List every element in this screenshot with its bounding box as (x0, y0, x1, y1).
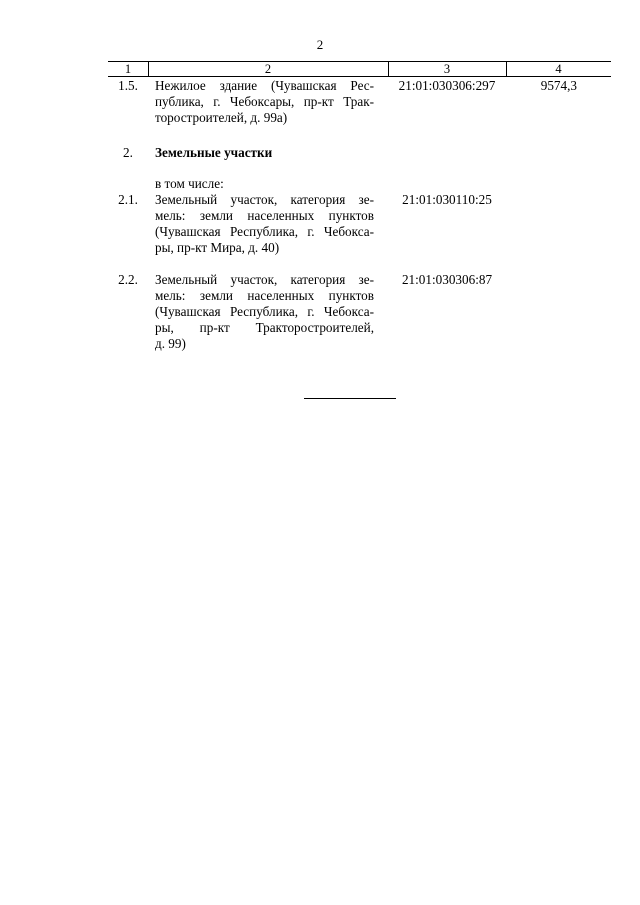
description-line: ры, пр-кт Тракторостроителей, (155, 320, 374, 335)
row-description (155, 192, 374, 256)
description-line: мель: земли населенных пунктов (155, 288, 374, 303)
cadastral-number: 21:01:030110:25 (402, 192, 492, 207)
section-title: Земельные участки (155, 145, 273, 160)
row-number: 2.2. (118, 272, 138, 287)
description-line: Нежилое здание (Чувашская Рес- (155, 78, 374, 93)
cadastral-number: 21:01:030306:297 (398, 78, 496, 93)
description-line: ры, пр-кт Мира, д. 40) (155, 240, 280, 255)
row-description (155, 78, 374, 126)
header-col-4: 4 (555, 62, 562, 76)
header-col-1: 1 (124, 62, 132, 76)
subsection-label: в том числе: (155, 176, 224, 191)
description-line: д. 99) (155, 336, 186, 351)
row-number: 2.1. (118, 192, 138, 207)
area-value: 9574,3 (540, 78, 577, 93)
description-line: Земельный участок, категория зе- (155, 272, 374, 287)
header-col-3: 3 (443, 62, 451, 76)
row-number: 1.5. (118, 78, 138, 93)
description-line: (Чувашская Республика, г. Чебокса- (155, 304, 374, 319)
page-number: 2 (316, 37, 324, 52)
row-description (155, 272, 374, 352)
description-line: (Чувашская Республика, г. Чебокса- (155, 224, 374, 239)
description-line: торостроителей, д. 99а) (155, 110, 288, 125)
end-divider (304, 398, 396, 399)
section-number: 2. (123, 145, 133, 160)
description-line: Земельный участок, категория зе- (155, 192, 374, 207)
description-line: публика, г. Чебоксары, пр-кт Трак- (155, 94, 374, 109)
cadastral-number: 21:01:030306:87 (401, 272, 493, 287)
description-line: мель: земли населенных пунктов (155, 208, 374, 223)
header-col-2: 2 (264, 62, 272, 76)
table-header-row (108, 61, 611, 77)
